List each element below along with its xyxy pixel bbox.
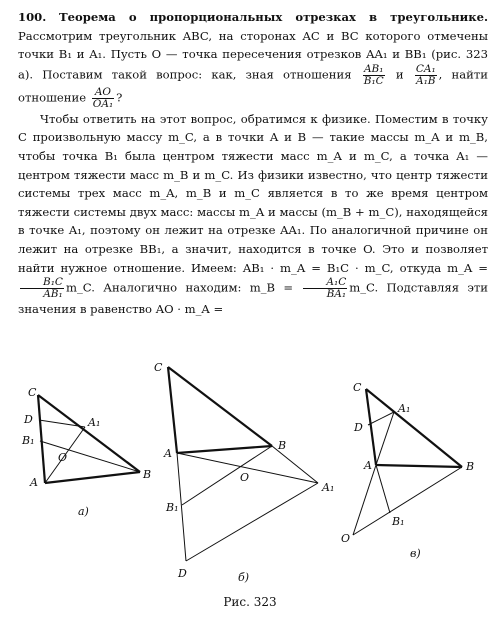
frac-num: AO — [92, 87, 114, 99]
label-b-b1: B₁ — [166, 501, 179, 514]
label-b-c: C — [154, 361, 163, 374]
diagram-a — [38, 395, 140, 483]
label-c-a: A — [364, 459, 372, 472]
p2-sentence-1: Чтобы ответить на этот вопрос, обратимся к физике. Поместим в точку C произвольную массу m_C, а в точки A и B — такие массы m_A и m_B, чтобы точка B₁ была центром тяжести масс m_A и m_C, а точка A₁ — центром тяжести масс m_B и m_C. Из физики известно, что центр тяжести системы трех масс m_A, m_B и m_C является в то же время центром тяжести системы двух масс: массы m_A и массы (m_B + m_C), находящейся в точке A₁, поэтому он лежит на отрезке AA₁. По аналогичной причине он лежит на отрезке BB₁, а значит, находится в точке O. Это и позволяет найти нужное отношение. Имеем: AB₁ · m_A = B₁C · m_C, откуда m_A = — [18, 111, 488, 275]
label-a-o: O — [58, 451, 68, 464]
frac-num: B₁C — [20, 277, 64, 289]
segment-da1 — [186, 483, 318, 561]
side-ab — [376, 465, 462, 467]
segment-da1 — [39, 420, 85, 427]
text-block — [18, 8, 488, 319]
fraction-a1c-ba1 — [303, 277, 347, 300]
frac-den: OA₁ — [92, 97, 114, 110]
side-ca — [366, 389, 376, 465]
frac-num: CA₁ — [415, 62, 436, 75]
line-ao — [353, 465, 376, 535]
segment-ab1 — [376, 465, 390, 513]
frac-num: AB₁ — [363, 62, 384, 75]
side-cb — [38, 395, 140, 472]
label-a-a: A — [30, 476, 38, 489]
segment-bb1 — [40, 441, 140, 472]
p1-sentence-3: , найти отношение — [18, 67, 489, 105]
frac-den: AB₁ — [43, 288, 63, 301]
label-b-b: B — [278, 439, 287, 452]
subfigure-label-c: в) — [410, 547, 421, 560]
label-a-c: C — [28, 386, 37, 399]
segment-bb1 — [353, 467, 462, 535]
frac-den: BA₁ — [326, 288, 347, 301]
labels-c — [341, 381, 474, 560]
p2-sentence-3: m_C. Подставляя эти значения в равенство AO · m_A = — [18, 280, 489, 317]
figure-caption: Рис. 323 — [223, 595, 277, 609]
fraction-ao-oa1 — [92, 87, 114, 110]
frac-den: B₁C — [363, 74, 384, 87]
side-cb — [168, 367, 272, 446]
side-ab — [45, 472, 140, 483]
p1-sentence-4: ? — [116, 90, 123, 105]
label-c-o: O — [341, 532, 351, 545]
label-a-b: B — [143, 468, 152, 481]
label-c-c: C — [353, 381, 362, 394]
label-c-a1: A₁ — [398, 402, 411, 415]
fraction-b1c-ab1 — [20, 277, 64, 300]
paragraph-2 — [18, 110, 488, 319]
fraction-ca1-a1b — [415, 64, 437, 87]
label-b-d: D — [178, 567, 187, 580]
label-c-d: D — [354, 421, 363, 434]
labels-b — [154, 361, 334, 584]
paragraph-1 — [18, 8, 488, 110]
p2-sentence-2: m_C. Аналогично находим: m_B = — [65, 280, 294, 295]
diagram-b — [168, 367, 318, 561]
label-a-a1: A₁ — [88, 416, 101, 429]
side-ca — [168, 367, 177, 453]
section-number: 100. — [18, 10, 47, 24]
label-c-b: B — [466, 460, 475, 473]
p1-sentence-1: Рассмотрим треугольник ABC, на сторонах AC и BC которого отмечены точки B₁ и A₁. Пусть O — точка пересечения отрезков AA₁ и BB₁ (рис. 323 а). Поставим такой вопрос: как, зная отношения — [18, 28, 488, 82]
figure-323 — [0, 355, 500, 627]
label-b-o: O — [240, 471, 250, 484]
segment-bb1 — [182, 446, 272, 505]
frac-den: A₁B — [415, 74, 436, 87]
label-b-a: A — [164, 447, 172, 460]
fraction-ab1-b1c — [363, 64, 385, 87]
label-a-d: D — [24, 413, 33, 426]
side-cb — [366, 389, 462, 467]
frac-num: A₁C — [303, 277, 347, 289]
section-title: Теорема о пропорциональных отрезках в треугольнике. — [58, 10, 488, 24]
subfigure-label-a: а) — [78, 505, 89, 518]
p1-sentence-2: и — [395, 67, 404, 82]
label-a-b1: B₁ — [22, 434, 35, 447]
label-b-a1: A₁ — [322, 481, 335, 494]
labels-a — [21, 386, 151, 518]
label-c-b1: B₁ — [392, 515, 405, 528]
side-ab — [177, 446, 272, 453]
side-ca — [38, 395, 45, 483]
subfigure-label-b: б) — [238, 571, 250, 584]
